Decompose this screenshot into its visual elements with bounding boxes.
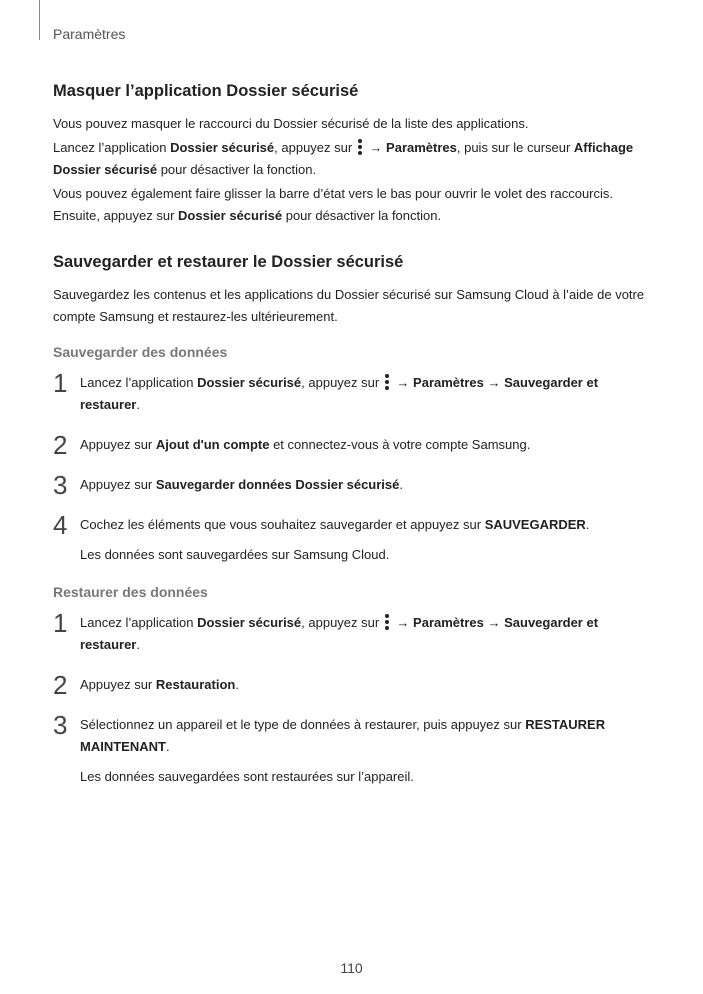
arrow: → xyxy=(392,375,414,390)
bold-term: Dossier sécurisé xyxy=(178,208,283,223)
step-number: 4 xyxy=(53,510,68,540)
bold-term: Sauvegarder et restaurer xyxy=(80,615,599,652)
restore-step-1 xyxy=(53,608,653,656)
more-options-icon xyxy=(384,614,390,630)
bold-term: Restauration xyxy=(155,677,236,692)
text: , appuyez sur xyxy=(301,615,383,630)
text: Vous pouvez également faire glisser la barre d’état vers le bas pour ouvrir le volet des raccourcis. Ensuite, appuyez sur xyxy=(53,186,614,223)
text: Cochez les éléments que vous souhaitez sauvegarder et appuyez sur xyxy=(80,517,485,532)
step-number: 1 xyxy=(53,608,68,638)
text: Sélectionnez un appareil et le type de données à restaurer, puis appuyez sur xyxy=(80,717,526,732)
text: , appuyez sur xyxy=(301,375,383,390)
backup-step-1 xyxy=(53,368,653,416)
text: . xyxy=(399,477,404,492)
text: Appuyez sur xyxy=(80,437,156,452)
page-number: 110 xyxy=(340,960,363,976)
text: et connectez-vous à votre compte Samsung. xyxy=(269,437,531,452)
bold-term: Dossier sécurisé xyxy=(197,615,302,630)
text: . xyxy=(585,517,590,532)
text: . xyxy=(235,677,239,692)
bold-term: Paramètres xyxy=(413,375,484,390)
restore-step-3 xyxy=(53,710,653,788)
arrow: → xyxy=(392,615,414,630)
bold-term: Ajout d'un compte xyxy=(155,437,270,452)
step-number: 3 xyxy=(53,710,68,740)
text: Appuyez sur xyxy=(80,477,156,492)
step-note: Les données sont sauvegardées sur Samsung Cloud. xyxy=(80,547,390,562)
bold-term: Affichage Dossier sécurisé xyxy=(53,140,634,177)
step-number: 3 xyxy=(53,470,68,500)
text: , puis sur le curseur xyxy=(456,140,574,155)
backup-step-2 xyxy=(53,430,653,460)
section-title-hide-app: Masquer l’application Dossier sécurisé xyxy=(53,82,359,100)
text: Lancez l’application xyxy=(53,140,171,155)
running-header: Paramètres xyxy=(53,26,126,42)
text: Lancez l’application xyxy=(80,375,198,390)
text: . xyxy=(136,637,140,652)
step-number: 2 xyxy=(53,670,68,700)
text: , appuyez sur xyxy=(274,140,356,155)
bold-term: Sauvegarder et restaurer xyxy=(80,375,599,412)
step-number: 1 xyxy=(53,368,68,398)
bold-term: Dossier sécurisé xyxy=(197,375,302,390)
backup-step-3 xyxy=(53,470,653,500)
page-rule xyxy=(39,0,40,40)
text: . xyxy=(165,739,170,754)
more-options-icon xyxy=(384,374,390,390)
backup-step-4 xyxy=(53,510,653,566)
bold-term: SAUVEGARDER xyxy=(484,517,586,532)
restore-step-2 xyxy=(53,670,653,700)
arrow: → xyxy=(483,615,505,630)
paragraph-backup-intro: Sauvegardez les contenus et les applications du Dossier sécurisé sur Samsung Cloud à l’aide de votre compte Samsung et restaurez-les ultérieurement. xyxy=(53,287,645,324)
section-title-backup-restore: Sauvegarder et restaurer le Dossier sécurisé xyxy=(53,253,404,271)
page-content xyxy=(53,82,653,806)
paragraph-hide-steps xyxy=(53,137,653,181)
subsection-title-restore: Restaurer des données xyxy=(53,584,208,600)
subsection-title-backup: Sauvegarder des données xyxy=(53,344,228,360)
bold-term: Dossier sécurisé xyxy=(170,140,275,155)
bold-term: RESTAURER MAINTENANT xyxy=(80,717,606,754)
paragraph-hide-alt xyxy=(53,183,653,227)
more-options-icon xyxy=(357,139,363,155)
bold-term: Paramètres xyxy=(386,140,457,155)
bold-term: Sauvegarder données Dossier sécurisé xyxy=(155,477,400,492)
arrow: → xyxy=(483,375,505,390)
text: Appuyez sur xyxy=(80,677,156,692)
text: Lancez l’application xyxy=(80,615,198,630)
arrow: → xyxy=(365,140,387,155)
text: pour désactiver la fonction. xyxy=(157,162,317,177)
step-note: Les données sauvegardées sont restaurées sur l’appareil. xyxy=(80,769,414,784)
paragraph-hide-intro: Vous pouvez masquer le raccourci du Dossier sécurisé de la liste des applications. xyxy=(53,116,529,131)
bold-term: Paramètres xyxy=(413,615,484,630)
text: . xyxy=(136,397,140,412)
text: pour désactiver la fonction. xyxy=(282,208,442,223)
step-number: 2 xyxy=(53,430,68,460)
